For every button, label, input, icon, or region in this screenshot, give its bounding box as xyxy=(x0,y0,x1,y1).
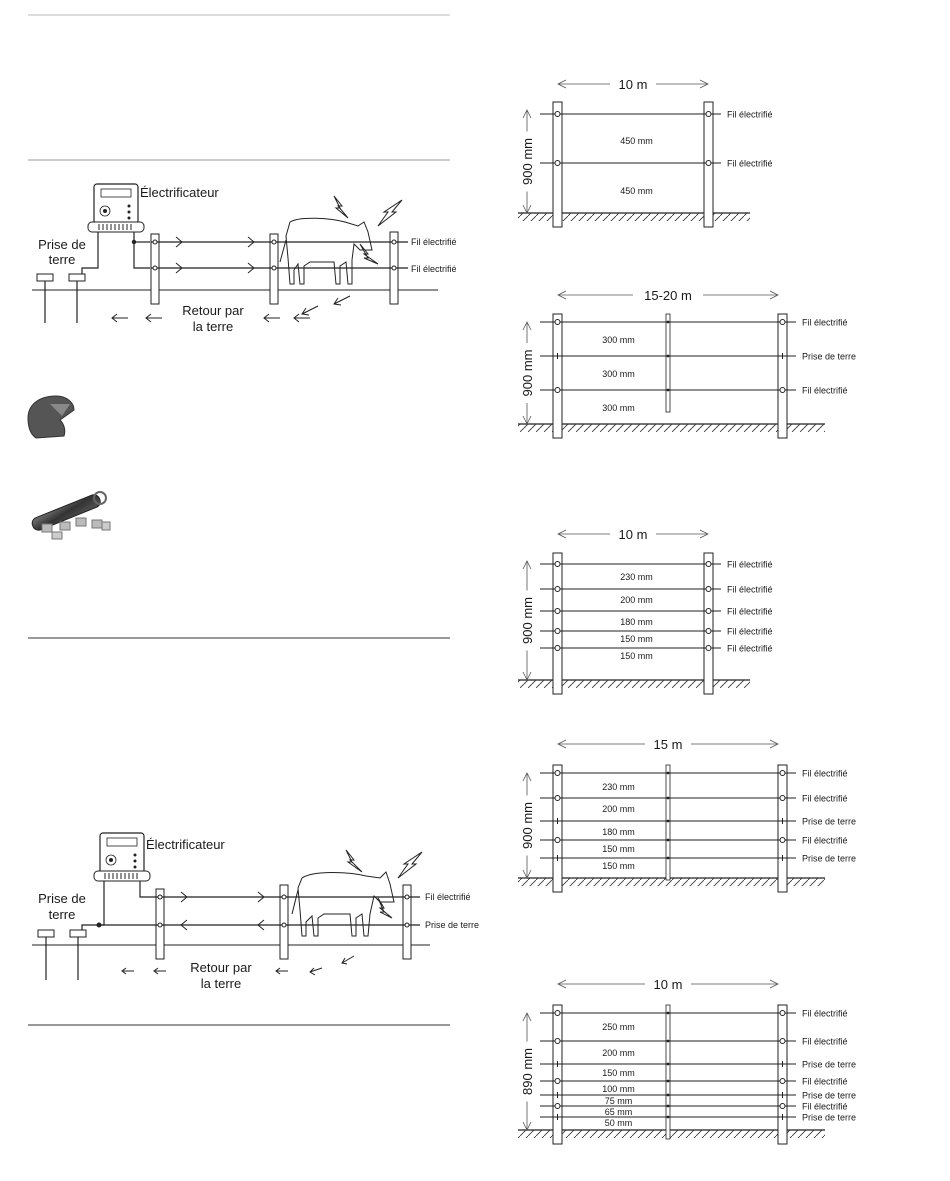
insulator-icon xyxy=(780,838,785,843)
spacing-label: 150 mm xyxy=(620,634,653,644)
wire-label: Prise de terre xyxy=(802,853,857,864)
height-label: 900 mm xyxy=(520,802,535,849)
spacing-label: 50 mm xyxy=(604,1118,633,1128)
insulator-icon xyxy=(780,1079,785,1084)
span-label: 15-20 m xyxy=(644,288,692,303)
wire-label: Fil électrifié xyxy=(802,317,848,328)
insulator-icon xyxy=(555,1039,560,1044)
return-label: la terre xyxy=(192,319,234,334)
insulator-icon xyxy=(555,1011,560,1016)
return-label: Retour par xyxy=(190,960,252,975)
fence-dropper xyxy=(666,765,670,880)
energizer-label: Électrificateur xyxy=(140,185,219,200)
wire-label: Fil électrifié xyxy=(802,1076,848,1087)
span-label: 10 m xyxy=(618,527,648,542)
insulator-icon xyxy=(706,629,711,634)
insulator-icon xyxy=(555,562,560,567)
wire-label: Fil électrifié xyxy=(411,264,457,274)
insulator-icon xyxy=(555,112,560,117)
insulator-icon xyxy=(706,609,711,614)
wire-label: Fil électrifié xyxy=(727,643,773,654)
fence-post xyxy=(553,553,562,694)
dropper-clip-icon xyxy=(667,839,670,842)
return-label: la terre xyxy=(200,976,242,991)
insulator-icon xyxy=(555,646,560,651)
insulator-icon xyxy=(780,1039,785,1044)
span-label: 10 m xyxy=(618,77,648,92)
insulator-icon xyxy=(555,796,560,801)
wire-label: Fil électrifié xyxy=(802,1036,848,1047)
fence-dropper xyxy=(666,314,670,412)
ground-rod xyxy=(38,930,86,980)
shock-icon xyxy=(346,850,362,872)
schema-energizer-two-live-wires xyxy=(32,184,457,334)
wire-label: Prise de terre xyxy=(802,1090,857,1101)
insulator-icon xyxy=(555,587,560,592)
span-label: 10 m xyxy=(653,977,683,992)
wire-label: Fil électrifié xyxy=(802,1008,848,1019)
dropper-clip-icon xyxy=(667,820,670,823)
fence-diagram-2 xyxy=(518,286,856,438)
dropper-clip-icon xyxy=(667,857,670,860)
shock-icon xyxy=(334,196,348,218)
shock-icon xyxy=(398,852,422,878)
dropper-clip-icon xyxy=(667,1105,670,1108)
dropper-clip-icon xyxy=(667,1012,670,1015)
spacing-label: 150 mm xyxy=(602,861,635,871)
insulator-icon xyxy=(555,388,560,393)
wire-label: Fil électrifié xyxy=(727,559,773,570)
insulator-icon xyxy=(780,796,785,801)
spacing-label: 230 mm xyxy=(602,782,635,792)
spacing-label: 150 mm xyxy=(602,844,635,854)
wire-label: Fil électrifié xyxy=(802,835,848,846)
spacing-label: 300 mm xyxy=(602,335,635,345)
spacing-label: 200 mm xyxy=(602,804,635,814)
spacing-label: 300 mm xyxy=(602,369,635,379)
spacing-label: 180 mm xyxy=(602,827,635,837)
cow-illustration xyxy=(292,872,394,936)
dropper-clip-icon xyxy=(667,797,670,800)
spacing-label: 450 mm xyxy=(620,186,653,196)
energizer-label: Électrificateur xyxy=(146,837,225,852)
spacing-label: 100 mm xyxy=(602,1084,635,1094)
wire-label: Fil électrifié xyxy=(802,385,848,396)
wire-label: Fil électrifié xyxy=(802,768,848,779)
schema-energizer-live-and-ground-wire xyxy=(32,833,479,991)
dropper-clip-icon xyxy=(667,772,670,775)
spacing-label: 75 mm xyxy=(604,1096,633,1106)
dropper-clip-icon xyxy=(667,1116,670,1119)
fence-post xyxy=(704,553,713,694)
fence-diagram-3 xyxy=(518,525,773,694)
insulator-icon xyxy=(780,1011,785,1016)
shock-icon xyxy=(378,898,392,918)
wire-label: Fil électrifié xyxy=(802,1101,848,1112)
insulator-icon xyxy=(780,771,785,776)
insulator-icon xyxy=(555,771,560,776)
wire-label: Prise de terre xyxy=(802,1112,857,1123)
insulator-icon xyxy=(555,1079,560,1084)
wire-label: Fil électrifié xyxy=(727,158,773,169)
wire-label: Prise de terre xyxy=(802,351,857,362)
spacing-label: 150 mm xyxy=(620,651,653,661)
spacing-label: 250 mm xyxy=(602,1022,635,1032)
height-label: 890 mm xyxy=(520,1048,535,1095)
cow-illustration xyxy=(280,218,372,284)
insulator-icon xyxy=(780,1104,785,1109)
fence-post xyxy=(778,314,787,438)
height-label: 900 mm xyxy=(520,138,535,185)
height-label: 900 mm xyxy=(520,597,535,644)
shock-icon xyxy=(360,244,378,264)
energizer-unit xyxy=(94,833,150,881)
spacing-label: 230 mm xyxy=(620,572,653,582)
ground-label: terre xyxy=(48,907,76,922)
insulator-icon xyxy=(706,646,711,651)
fence-post xyxy=(553,1005,562,1144)
wire-label: Fil électrifié xyxy=(727,606,773,617)
spacing-label: 450 mm xyxy=(620,136,653,146)
insulator-icon xyxy=(706,562,711,567)
insulator-icon xyxy=(555,161,560,166)
wire-label: Fil électrifié xyxy=(802,793,848,804)
wire-label: Fil électrifié xyxy=(727,626,773,637)
energizer-unit xyxy=(88,184,144,232)
fence-post xyxy=(553,765,562,892)
spacing-label: 65 mm xyxy=(604,1107,633,1117)
fence-post xyxy=(553,314,562,438)
spacing-label: 150 mm xyxy=(602,1068,635,1078)
wire-label: Prise de terre xyxy=(802,1059,857,1070)
fence-diagram-1 xyxy=(518,75,773,227)
insulator-icon xyxy=(780,388,785,393)
fence-dropper xyxy=(666,1005,670,1139)
ground-rod xyxy=(37,274,85,323)
fence-diagram-4 xyxy=(518,735,856,892)
wire-label: Fil électrifié xyxy=(727,109,773,120)
dropper-clip-icon xyxy=(667,1080,670,1083)
span-label: 15 m xyxy=(653,737,683,752)
wire-label: Prise de terre xyxy=(802,816,857,827)
insulator-icon xyxy=(555,609,560,614)
fence-diagrams xyxy=(518,75,856,1144)
wire-label: Fil électrifié xyxy=(727,584,773,595)
dropper-clip-icon xyxy=(667,321,670,324)
insulator-product-icon xyxy=(28,396,74,438)
fence-post xyxy=(778,1005,787,1144)
ground-label: terre xyxy=(48,252,76,267)
spacing-label: 200 mm xyxy=(620,595,653,605)
insulator-icon xyxy=(706,161,711,166)
wire-label: Fil électrifié xyxy=(411,237,457,247)
dropper-clip-icon xyxy=(667,355,670,358)
ground-label: Prise de xyxy=(38,891,86,906)
wire-label: Prise de terre xyxy=(425,920,480,930)
insulator-icon xyxy=(555,320,560,325)
dropper-clip-icon xyxy=(667,389,670,392)
spacing-label: 300 mm xyxy=(602,403,635,413)
insulator-icon xyxy=(706,587,711,592)
spacing-label: 180 mm xyxy=(620,617,653,627)
ground-rod-kit-icon xyxy=(30,492,110,539)
dropper-clip-icon xyxy=(667,1040,670,1043)
insulator-icon xyxy=(780,320,785,325)
ground-label: Prise de xyxy=(38,237,86,252)
fence-post xyxy=(778,765,787,892)
height-label: 900 mm xyxy=(520,349,535,397)
wire-label: Fil électrifié xyxy=(425,892,471,902)
dropper-clip-icon xyxy=(667,1094,670,1097)
insulator-icon xyxy=(555,838,560,843)
insulator-icon xyxy=(706,112,711,117)
insulator-icon xyxy=(555,1104,560,1109)
spacing-label: 200 mm xyxy=(602,1048,635,1058)
dropper-clip-icon xyxy=(667,1063,670,1066)
return-label: Retour par xyxy=(182,303,244,318)
insulator-icon xyxy=(555,629,560,634)
shock-icon xyxy=(378,200,402,226)
fence-diagram-5 xyxy=(518,975,856,1144)
